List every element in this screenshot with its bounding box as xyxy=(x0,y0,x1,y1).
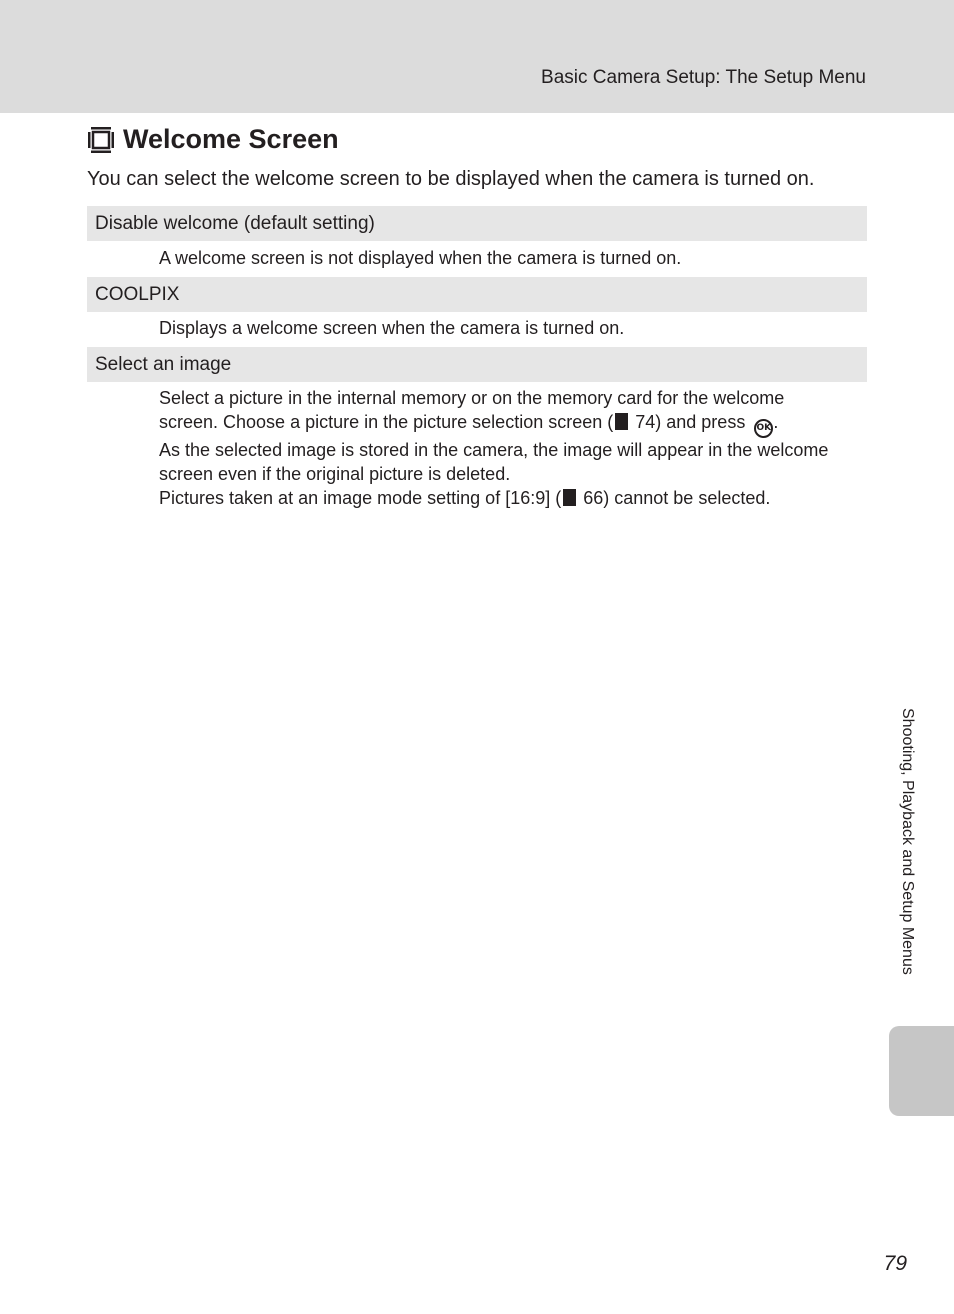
side-tab-label: Shooting, Playback and Setup Menus xyxy=(899,708,916,975)
description-line: As the selected image is stored in the camera, the image will appear in the welcome xyxy=(159,440,829,460)
welcome-screen-icon xyxy=(87,126,115,154)
page-number: 79 xyxy=(883,1252,907,1275)
description-line: screen even if the original picture is deleted. xyxy=(159,464,511,484)
page-reference-icon xyxy=(615,413,628,430)
description-line: screen. Choose a picture in the picture selection screen ( 74) and press OK . xyxy=(159,410,869,438)
option-select-image-description xyxy=(159,386,869,510)
page-title-text: Welcome Screen xyxy=(123,124,339,154)
page-reference-icon xyxy=(563,489,576,506)
running-header: Basic Camera Setup: The Setup Menu xyxy=(541,67,866,88)
page-title xyxy=(87,124,339,155)
description-line: Pictures taken at an image mode setting of [16:9] ( 66) cannot be selected. xyxy=(159,488,771,508)
side-tab xyxy=(889,1026,954,1116)
header-band xyxy=(0,0,954,113)
option-disable-welcome: Disable welcome (default setting) xyxy=(87,206,867,241)
option-coolpix-description: Displays a welcome screen when the camera is turned on. xyxy=(159,318,625,338)
option-coolpix: COOLPIX xyxy=(87,277,867,312)
description-line: Select a picture in the internal memory or on the memory card for the welcome xyxy=(159,388,785,408)
option-select-image: Select an image xyxy=(87,347,867,382)
ok-button-icon: OK xyxy=(754,419,773,438)
intro-text: You can select the welcome screen to be displayed when the camera is turned on. xyxy=(87,168,815,190)
option-disable-welcome-description: A welcome screen is not displayed when the camera is turned on. xyxy=(159,248,682,268)
